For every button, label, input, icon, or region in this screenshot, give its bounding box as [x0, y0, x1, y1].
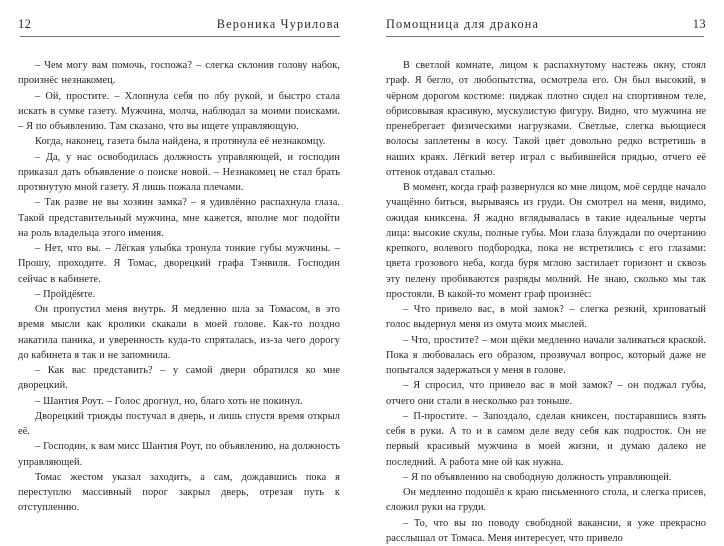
paragraph: В момент, когда граф развернулся ко мне лицом, моё сердце начало учащённо биться, вырываясь из груди. Он смотрел на меня, видимо, ожидая книксена. Я жадно вглядывалась в такие идеальные черты лица: высокие скулы, полные губы. Мои глаза блуждали по очертанию крепкого, волевого подбородка, пока не встретились с его глазами: цвета грозового неба, когда буря мглою застилает горизонт и сквозь эту пелену пробиваются разряды молний. Не знаю, сколько мы так простояли. В какой-то момент граф произнёс:	[386, 180, 706, 302]
paragraph: – Да, у нас освободилась должность управляющей, и господин приказал дать объявление о поиске новой. – Незнакомец не стал брать протянутую мной газету. Я лишь пожала плечами.	[18, 150, 340, 196]
header-rule-right	[386, 36, 704, 37]
folio-right: 13	[693, 18, 706, 31]
body-text-right	[386, 58, 706, 546]
running-head-title: Помощница для дракона	[386, 18, 539, 30]
paragraph: Томас жестом указал заходить, а сам, дождавшись пока я переступлю массивный порог закрыл дверь, отрезая путь к отступлению.	[18, 470, 340, 516]
running-head-author: Вероника Чурилова	[217, 18, 340, 30]
folio-left: 12	[18, 18, 31, 31]
body-text-left	[18, 58, 340, 516]
paragraph: – Я спросил, что привело вас в мой замок? – он поджал губы, отчего они стали в несколько раз тоньше.	[386, 378, 706, 409]
paragraph: – П-простите. – Запоздало, сделав книксен, постаравшись взять себя в руки. А то и в самом деле веду себя как подросток. Он не первый красивый мужчина в моей жизни, и думаю далеко не последний. А работа мне ой как нужна.	[386, 409, 706, 470]
paragraph: Он пропустил меня внутрь. Я медленно шла за Томасом, в это время мысли как кролики скакали в моей голове. Как-то поздно накатила паника, и уверенность куда-то спряталась, из-за чего дорогу до кабинета я так и не запомнила.	[18, 302, 340, 363]
paragraph: – Господин, к вам мисс Шантия Роут, по объявлению, на должность управляющей.	[18, 439, 340, 470]
paragraph: Когда, наконец, газета была найдена, я протянула её незнакомцу.	[18, 134, 340, 149]
running-head-right	[386, 0, 706, 46]
page-right	[362, 0, 724, 540]
paragraph: – Что привело вас, в мой замок? – слегка резкий, хриповатый голос выдернул меня из омута моих мыслей.	[386, 302, 706, 333]
paragraph: – Чем могу вам помочь, госпожа? – слегка склонив голову набок, произнёс незнакомец.	[18, 58, 340, 89]
paragraph: – Нет, что вы. – Лёгкая улыбка тронула тонкие губы мужчины. – Прошу, проходите. Я Томас, дворецкий графа Тэнвиля. Господин сейчас в кабинете.	[18, 241, 340, 287]
paragraph: – Шантия Роут. – Голос дрогнул, но, благо хоть не покинул.	[18, 394, 340, 409]
page-left	[0, 0, 362, 540]
paragraph: – Я по объявлению на свободную должность управляющей.	[386, 470, 706, 485]
paragraph: Дворецкий трижды постучал в дверь, и лишь спустя время открыл её.	[18, 409, 340, 440]
paragraph: В светлой комнате, лицом к распахнутому настежь окну, стоял граф. Я бегло, от любопытства, осмотрела его. Он был высокий, в чёрном дорогом костюме: пиджак плотно сидел на спортивном теле, обрисовывая красивую, мускулистую фигуру. Видно, что мужчина не пренебрегает физическими нагрузками. Светлые, слегка вьющиеся волосы заплетены в косу. Такой цвет довольно редко встретишь в наших краях. Лёгкий ветер играл с выбившейся прядью, отчего её оттенок отдавал сталью.	[386, 58, 706, 180]
paragraph: – Ой, простите. – Хлопнула себя по лбу рукой, и быстро стала искать в сумке газету. Мужчина, молча, наблюдал за моими поисками. – Я по объявлению. Там сказано, что вы ищете управляющую.	[18, 89, 340, 135]
paragraph: – Как вас представить? – у самой двери обратился ко мне дворецкий.	[18, 363, 340, 394]
paragraph: Он медленно подошёл к краю письменного стола, и слегка присев, сложил руки на груди.	[386, 485, 706, 516]
paragraph: – Пройдёмте.	[18, 287, 340, 302]
header-rule-left	[20, 36, 340, 37]
paragraph: – Так разве не вы хозяин замка? – я удивлённо распахнула глаза. Такой представительный мужчина, мне кажется, вполне мог подойти на роль владельца этого имения.	[18, 195, 340, 241]
paragraph: – То, что вы по поводу свободной вакансии, я уже прекрасно расслышал от Томаса. Меня интересует, что привело	[386, 516, 706, 546]
paragraph: – Что, простите? – мои щёки медленно начали заливаться краской. Пока я любовалась его образом, прозвучал вопрос, который даже не попытался задержаться у меня в голове.	[386, 333, 706, 379]
running-head-left	[18, 0, 340, 46]
